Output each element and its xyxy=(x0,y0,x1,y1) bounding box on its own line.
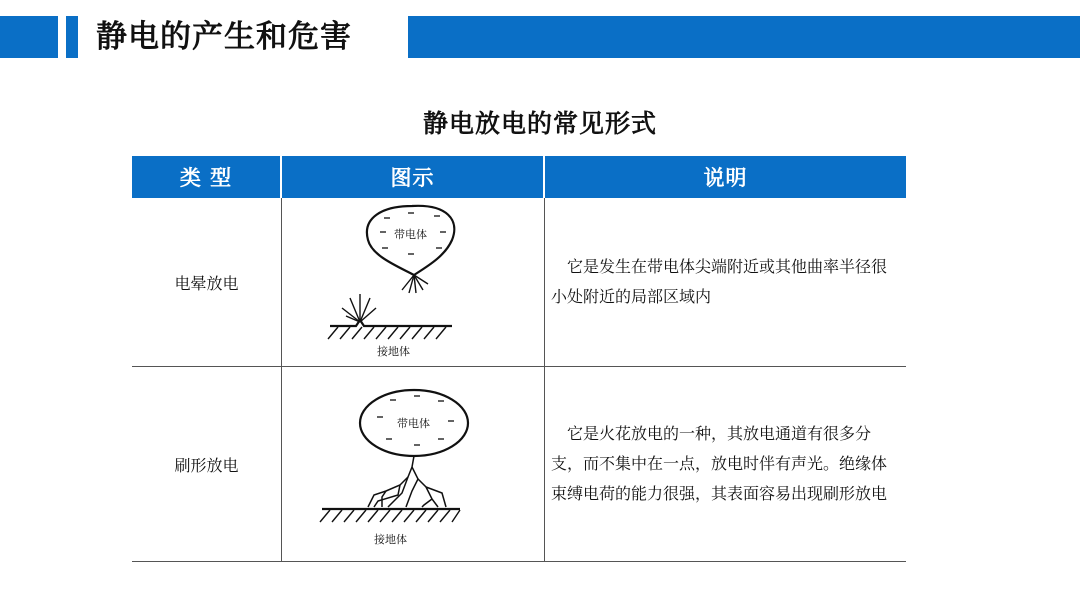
table-row xyxy=(132,367,906,562)
table-header xyxy=(132,156,906,198)
corona-discharge-diagram xyxy=(282,198,545,366)
ground-spark xyxy=(342,294,376,322)
discharge-description: 它是发生在带电体尖端附近或其他曲率半径很小处附近的局部区域内 xyxy=(551,257,888,306)
corona-spray xyxy=(402,275,428,293)
header-bar-right xyxy=(408,16,1080,58)
discharge-description: 它是火花放电的一种，其放电通道有很多分支，而不集中在一点，放电时伴有声光。绝缘体束缚电荷的能力很强，其表面容易出现刷形放电 xyxy=(551,424,888,503)
ground-label: 接地体 xyxy=(374,533,407,546)
discharge-type: 刷形放电 xyxy=(132,367,282,561)
header-accent-mark xyxy=(66,16,78,58)
ground-hatching xyxy=(320,510,460,522)
body-label: 带电体 xyxy=(397,417,430,430)
column-header-type: 类 型 xyxy=(132,156,282,198)
section-title: 静电放电的常见形式 xyxy=(422,109,657,138)
brush-discharge-diagram xyxy=(282,367,545,561)
page-title: 静电的产生和危害 xyxy=(96,19,352,55)
ground-label: 接地体 xyxy=(377,345,410,358)
header-bar-left xyxy=(0,16,58,58)
discharge-type: 电晕放电 xyxy=(132,198,282,366)
brush-branches xyxy=(368,456,446,507)
discharge-table xyxy=(132,156,906,562)
ground-line xyxy=(330,320,452,326)
ground-hatching xyxy=(328,327,446,339)
column-header-diagram: 图示 xyxy=(282,156,545,198)
body-label: 带电体 xyxy=(394,228,427,241)
column-header-description: 说明 xyxy=(703,166,748,190)
table-row xyxy=(132,198,906,367)
